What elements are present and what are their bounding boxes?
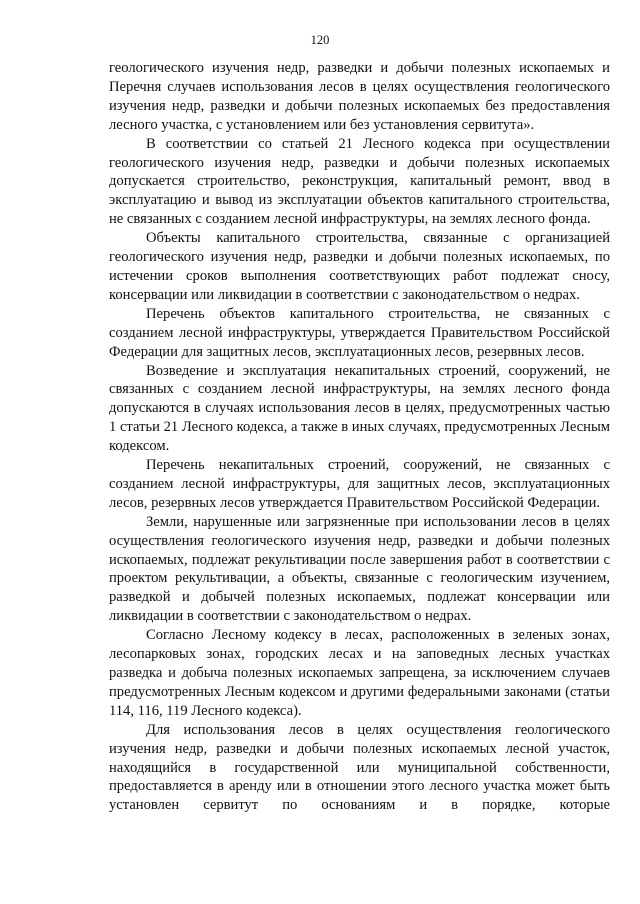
- page-number: 120: [310, 33, 330, 47]
- paragraph: Земли, нарушенные или загрязненные при использовании лесов в целях осуществления геологического изучения недр, разведки и добычи полезных ископаемых, подлежат рекультивации после завершения работ в соответствии с проектом рекультивации, а объекты, связанные с геологическим изучением, разведкой и добычей полезных ископаемых, подлежат консервации или ликвидации в соответствии с законодательством о недрах.: [109, 513, 610, 625]
- paragraph: Перечень некапитальных строений, сооружений, не связанных с созданием лесной инфраструктуры, для защитных лесов, эксплуатационных лесов, резервных лесов утверждается Правительством Российской Федерации.: [109, 457, 610, 511]
- paragraph: Перечень объектов капитального строительства, не связанных с созданием лесной инфраструктуры, утверждается Правительством Российской Федерации для защитных лесов, эксплуатационных лесов, резервных лесов.: [109, 305, 610, 360]
- paragraph: Для использования лесов в целях осуществления геологического изучения недр, разведки и добычи полезных ископаемых лесной участок, находящийся в государственной или муниципальной собственности, предоставляется в аренду или в отношении этого лесного участка может быть установлен сервитут по основаниям и в порядке, которые: [109, 721, 610, 814]
- body-text: [109, 59, 610, 815]
- paragraph-continuation: геологического изучения недр, разведки и добычи полезных ископаемых и Перечня случаев использования лесов в целях осуществления геологического изучения недр, разведки и добычи полезных ископаемых без предоставления лесного участка, с установлением или без установления сервитута».: [109, 60, 610, 133]
- paragraph: Согласно Лесному кодексу в лесах, расположенных в зеленых зонах, лесопарковых зонах, городских лесах и на заповедных лесных участках разведка и добыча полезных ископаемых запрещена, за исключением случаев предусмотренных Лесным кодексом и другими федеральными законами (статьи 114, 116, 119 Лесного кодекса).: [109, 627, 610, 719]
- paragraph: В соответствии со статьей 21 Лесного кодекса при осуществлении геологического изучения недр, разведки и добычи полезных ископаемых допускается строительство, реконструкция, капитальный ремонт, ввод в эксплуатацию и вывод из эксплуатации объектов капитального строительства, не связанных с созданием лесной инфраструктуры, на землях лесного фонда.: [109, 135, 610, 228]
- paragraph: Возведение и эксплуатация некапитальных строений, сооружений, не связанных с созданием лесной инфраструктуры, на землях лесного фонда допускаются в случаях использования лесов в целях, предусмотренных частью 1 статьи 21 Лесного кодекса, а также в иных случаях, предусмотренных Лесным кодексом.: [109, 362, 610, 455]
- paragraph: Объекты капитального строительства, связанные с организацией геологического изучения недр, разведки и добычи полезных ископаемых, по истечении сроков выполнения соответствующих работ подлежат сносу, консервации или ликвидации в соответствии с законодательством о недрах.: [109, 230, 610, 303]
